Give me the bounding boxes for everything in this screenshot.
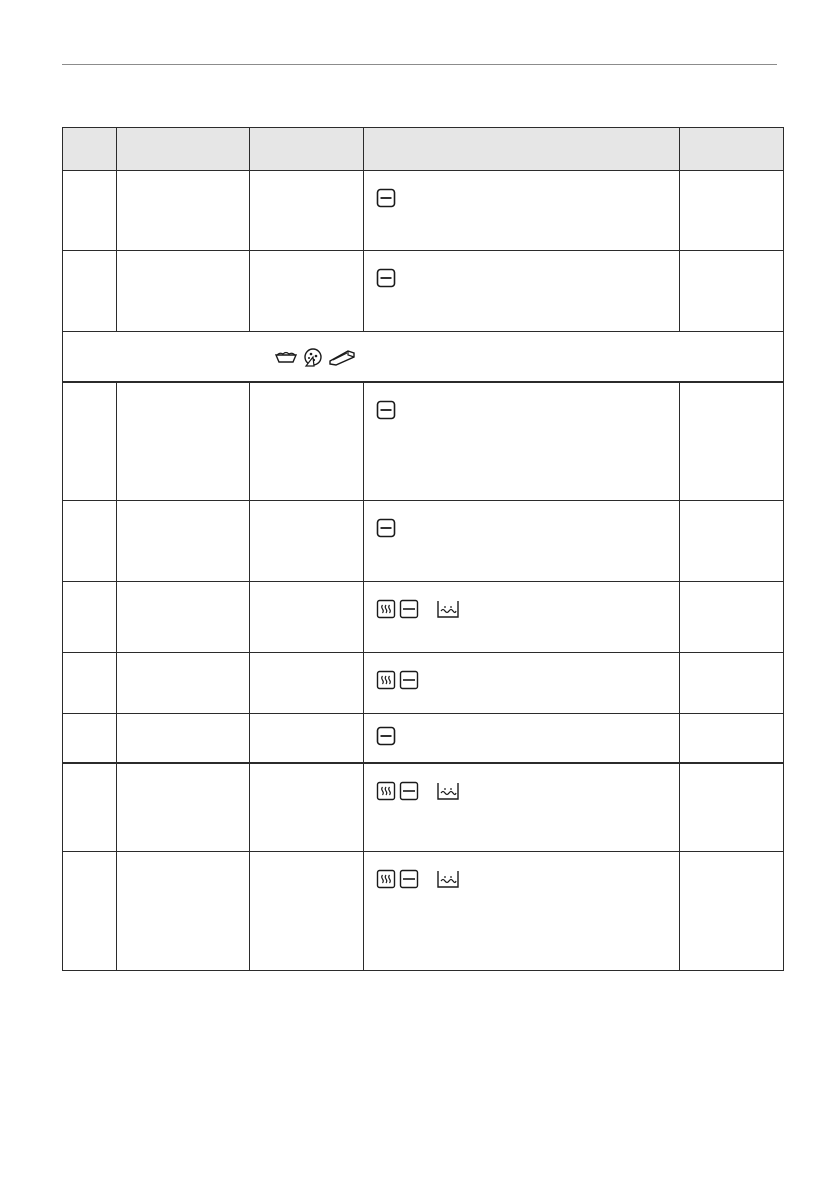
- table-cell: [680, 382, 784, 500]
- function-icons: [376, 869, 679, 889]
- table-cell: [63, 382, 117, 500]
- table-cell: [117, 500, 250, 581]
- table-cell: [250, 500, 364, 581]
- table-cell: [250, 851, 364, 970]
- table-header-row: [63, 128, 784, 171]
- function-icons: [376, 188, 679, 208]
- table-cell: [680, 851, 784, 970]
- table-cell: [250, 581, 364, 652]
- function-cell: [364, 382, 680, 500]
- bottom-heat-icon: [376, 268, 396, 288]
- table-row: [63, 851, 784, 970]
- table-cell: [680, 251, 784, 332]
- function-cell: [364, 251, 680, 332]
- column-header: [680, 128, 784, 171]
- bottom-heat-icon: [399, 781, 419, 801]
- table-row: [63, 763, 784, 851]
- function-cell: [364, 763, 680, 851]
- table-cell: [680, 171, 784, 251]
- table-cell: [250, 251, 364, 332]
- table-row: [63, 251, 784, 332]
- table-cell: [63, 171, 117, 251]
- function-icons: [376, 400, 679, 420]
- bottom-heat-icon: [376, 188, 396, 208]
- table-cell: [117, 171, 250, 251]
- table-cell: [117, 851, 250, 970]
- function-cell: [364, 500, 680, 581]
- table-cell: [680, 581, 784, 652]
- table-cell: [117, 713, 250, 763]
- table-row: [63, 713, 784, 763]
- steam-icon: [376, 599, 396, 619]
- function-icons: [376, 726, 679, 746]
- section-row: [63, 332, 784, 383]
- bottom-heat-icon: [399, 599, 419, 619]
- bottom-heat-icon: [376, 400, 396, 420]
- flan-icon: [328, 347, 356, 367]
- section-cell: [63, 332, 784, 383]
- table-cell: [250, 763, 364, 851]
- table-row: [63, 652, 784, 713]
- function-cell: [364, 851, 680, 970]
- table-cell: [117, 581, 250, 652]
- table-row: [63, 581, 784, 652]
- header-rule: [62, 64, 777, 65]
- steam-icon: [376, 869, 396, 889]
- table-cell: [63, 652, 117, 713]
- function-cell: [364, 713, 680, 763]
- function-icons: [376, 599, 679, 619]
- table-cell: [680, 652, 784, 713]
- column-header: [250, 128, 364, 171]
- table-cell: [680, 713, 784, 763]
- function-icons: [376, 268, 679, 288]
- table-cell: [117, 652, 250, 713]
- bottom-heat-icon: [399, 869, 419, 889]
- function-icons: [376, 518, 679, 538]
- function-icons: [376, 781, 679, 801]
- program-table: [62, 127, 784, 971]
- baking-tin-icon: [274, 347, 298, 367]
- table-cell: [680, 763, 784, 851]
- table-cell: [63, 713, 117, 763]
- table-row: [63, 382, 784, 500]
- table-cell: [117, 382, 250, 500]
- table-cell: [250, 382, 364, 500]
- column-header: [364, 128, 680, 171]
- function-cell: [364, 581, 680, 652]
- table-row: [63, 500, 784, 581]
- steam-icon: [376, 670, 396, 690]
- column-header: [63, 128, 117, 171]
- table-cell: [250, 171, 364, 251]
- table-cell: [63, 500, 117, 581]
- section-icons: [274, 347, 356, 367]
- table-cell: [63, 763, 117, 851]
- water-tray-icon: [436, 599, 456, 619]
- table-cell: [117, 251, 250, 332]
- bottom-heat-icon: [376, 518, 396, 538]
- function-cell: [364, 652, 680, 713]
- table-cell: [680, 500, 784, 581]
- function-cell: [364, 171, 680, 251]
- pizza-icon: [302, 347, 324, 367]
- steam-icon: [376, 781, 396, 801]
- table-cell: [63, 851, 117, 970]
- bottom-heat-icon: [399, 670, 419, 690]
- bottom-heat-icon: [376, 726, 396, 746]
- function-icons: [376, 670, 679, 690]
- table-cell: [117, 763, 250, 851]
- table-cell: [250, 713, 364, 763]
- table-cell: [250, 652, 364, 713]
- table-cell: [63, 251, 117, 332]
- table-row: [63, 171, 784, 251]
- water-tray-icon: [436, 869, 456, 889]
- column-header: [117, 128, 250, 171]
- water-tray-icon: [436, 781, 456, 801]
- table-cell: [63, 581, 117, 652]
